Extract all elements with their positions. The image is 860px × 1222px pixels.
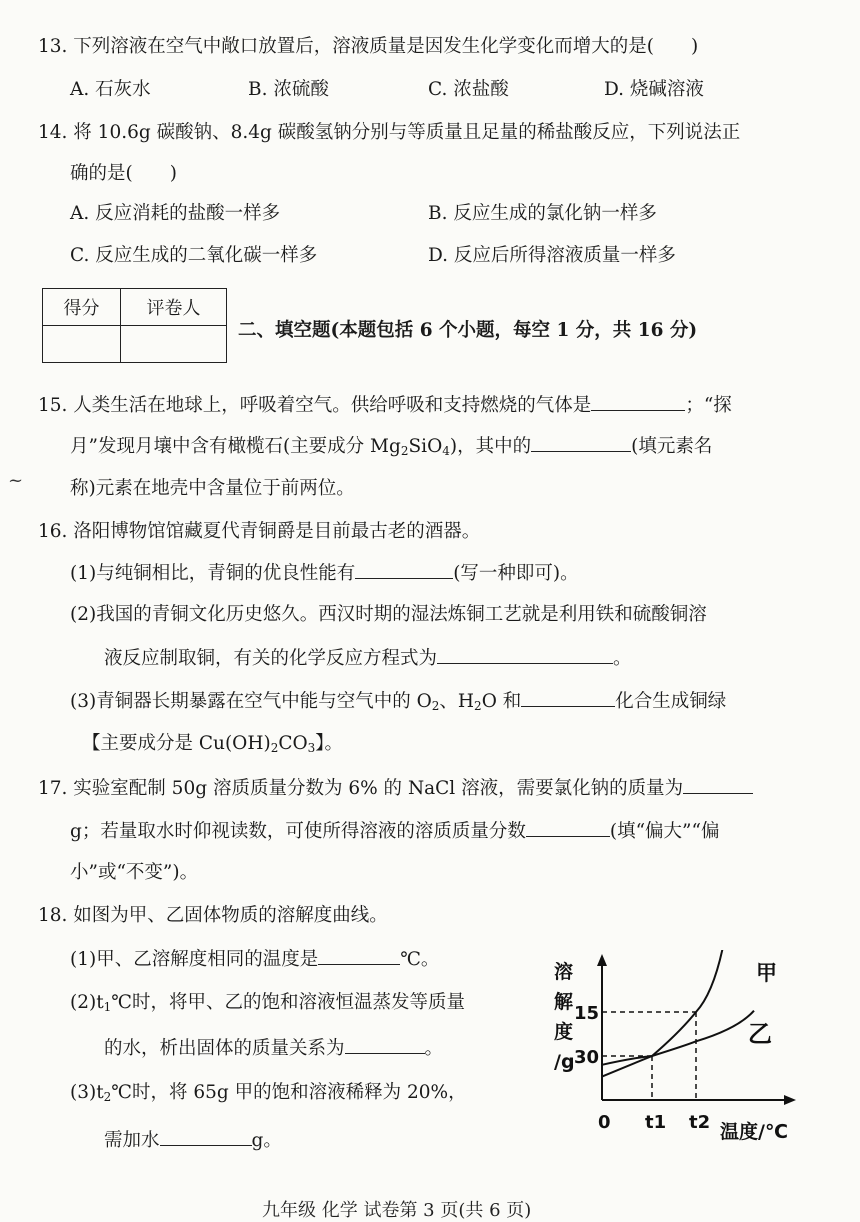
q14-stem-line2: 确的是( ) [70, 163, 177, 184]
q17-line2: g；若量取水时仰视读数，可使所得溶液的溶质质量分数 (填“偏大”“偏 [70, 818, 719, 845]
q16-part3-line1: (3)青铜器长期暴露在空气中能与空气中的 $O_2$、$H_2O$ 和 化合生成铜绿 [70, 688, 726, 715]
q18-part2-line1: $(2)t_1℃$时，将甲、乙的饱和溶液恒温蒸发等质量 [70, 992, 465, 1014]
q16-blank-equation[interactable] [437, 645, 613, 664]
q14-stem-line1: 14. 将 10.6g 碳酸钠、8.4g 碳酸氢钠分别与等质量且足量的稀盐酸反应，下列说法正 [38, 122, 741, 143]
page-footer: 九年级 化学 试卷第 3 页(共 6 页) [262, 1200, 532, 1221]
q13-option-d[interactable]: D. 烧碱溶液 [604, 79, 704, 100]
q17-line3: 小”或“不变”)。 [70, 862, 199, 883]
y-tick-label: 15 [574, 1003, 600, 1024]
q14-option-c[interactable]: C. 反应生成的二氧化碳一样多 [70, 245, 318, 266]
q16-stem: 16. 洛阳博物馆馆藏夏代青铜爵是目前最古老的酒器。 [38, 521, 481, 542]
q16-blank-substance[interactable] [521, 688, 615, 707]
q14-option-b[interactable]: B. 反应生成的氯化钠一样多 [428, 203, 657, 224]
q15-line2: 月”发现月壤中含有橄榄石(主要成分 $Mg_2SiO_4$)，其中的 (填元素名 [70, 433, 712, 460]
q13-option-c[interactable]: C. 浓盐酸 [428, 79, 509, 100]
q16-part2-line2: 液反应制取铜，有关的化学反应方程式为 。 [104, 645, 632, 672]
q16-part2-line1: (2)我国的青铜文化历史悠久。西汉时期的湿法炼铜工艺就是利用铁和硫酸铜溶 [70, 604, 707, 625]
q18-part2-line2: 的水，析出固体的质量关系为 。 [104, 1035, 443, 1062]
q18-part1: (1)甲、乙溶解度相同的温度是 ℃。 [70, 946, 439, 973]
score-header: 得分 [43, 289, 121, 326]
q13-option-b[interactable]: B. 浓硫酸 [248, 79, 329, 100]
curve-甲 [602, 950, 728, 1077]
x-axis-arrow [784, 1095, 796, 1105]
q18-blank-water[interactable] [160, 1127, 252, 1146]
y-axis-label-char: 溶 [554, 961, 574, 983]
score-cell[interactable] [43, 326, 121, 363]
q17-blank-fraction[interactable] [526, 818, 610, 837]
q15-blank-element[interactable] [531, 433, 631, 452]
q18-part3-line1: $(3)t_2℃$时，将 65g 甲的饱和溶液稀释为 20%， [70, 1082, 467, 1104]
score-box [42, 288, 227, 363]
q17-line1: 17. 实验室配制 50g 溶质质量分数为 6% 的 NaCl 溶液，需要氯化钠的质量为 [38, 775, 753, 802]
q16-blank-property[interactable] [355, 560, 453, 579]
y-axis-label-char: 解 [554, 991, 574, 1013]
q16-part1: (1)与纯铜相比，青铜的优良性能有 (写一种即可)。 [70, 560, 579, 587]
chart-curves [602, 950, 754, 1077]
x-axis-label: 温度/℃ [720, 1121, 788, 1143]
grader-header: 评卷人 [121, 289, 227, 326]
q18-part3-line2: 需加水 g。 [104, 1127, 282, 1154]
grader-cell[interactable] [121, 326, 227, 363]
x-tick-label: t2 [689, 1112, 711, 1133]
q18-blank-relation[interactable] [345, 1035, 425, 1054]
q17-blank-mass[interactable] [683, 775, 753, 794]
section-title: 二、填空题(本题包括 6 个小题，每空 1 分，共 16 分) [238, 320, 698, 341]
series-label-jia: 甲 [756, 961, 777, 985]
q13-stem: 13. 下列溶液在空气中敞口放置后，溶液质量是因发生化学变化而增大的是( ) [38, 36, 699, 57]
q18-blank-temp[interactable] [318, 946, 400, 965]
chart-series-labels [748, 961, 777, 1048]
y-axis-label [554, 960, 575, 1073]
y-axis-label-char: /g [554, 1051, 575, 1073]
q18-stem: 18. 如图为甲、乙固体物质的溶解度曲线。 [38, 905, 388, 926]
q15-line3: 称)元素在地壳中含量位于前两位。 [70, 478, 355, 499]
y-axis-arrow [597, 954, 607, 966]
y-axis-label-char: 度 [554, 1021, 574, 1043]
margin-mark: ~ [8, 470, 24, 491]
series-label-yi: 乙 [748, 1020, 772, 1048]
y-tick-label: 30 [574, 1047, 600, 1068]
x-tick-label: t1 [645, 1112, 667, 1133]
q15-line1: 15. 人类生活在地球上，呼吸着空气。供给呼吸和支持燃烧的气体是 ；“探 [38, 392, 732, 419]
q15-blank-gas[interactable] [591, 392, 685, 411]
q16-part3-line2: 【主要成分是 $Cu(OH)_2CO_3$】。 [82, 733, 344, 755]
q14-option-a[interactable]: A. 反应消耗的盐酸一样多 [70, 203, 281, 224]
solubility-chart [548, 950, 838, 1146]
x-tick-label: 0 [598, 1112, 611, 1133]
q13-option-a[interactable]: A. 石灰水 [70, 79, 151, 100]
q14-option-d[interactable]: D. 反应后所得溶液质量一样多 [428, 245, 676, 266]
